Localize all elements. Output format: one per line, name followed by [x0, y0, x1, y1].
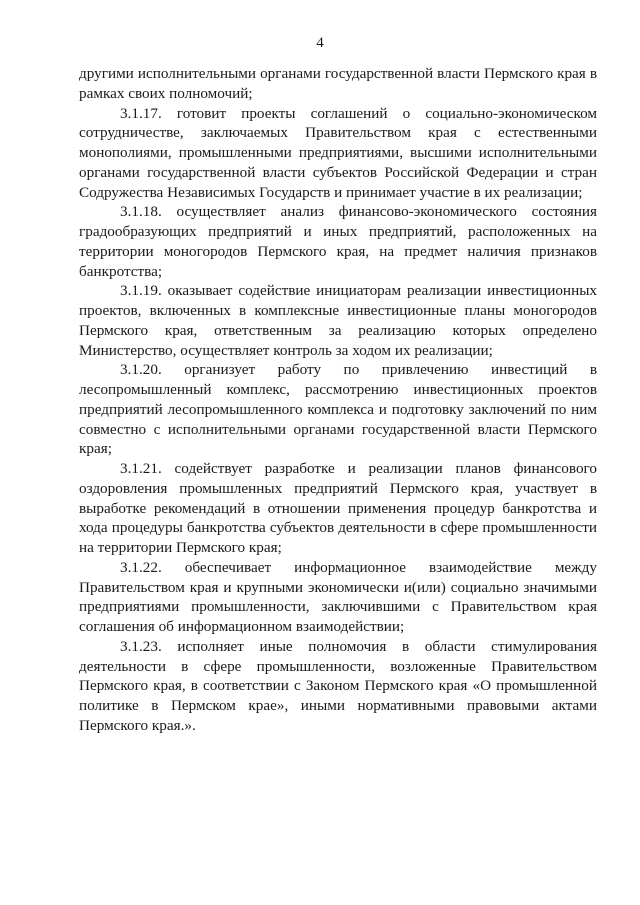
document-body [79, 64, 597, 736]
paragraph-3-1-18: 3.1.18. осуществляет анализ финансово-экономического состояния градообразующих предприятий и иных предприятий, расположенных на территории моногородов Пермского края, на предмет наличия признаков банкротства; [79, 203, 597, 280]
paragraph-3-1-22: 3.1.22. обеспечивает информационное взаимодействие между Правительством края и крупными экономически и(или) социально значимыми предприятиями промышленности, заключившими с Правительством края соглашения об информационном взаимодействии; [79, 558, 597, 635]
paragraph-3-1-20: 3.1.20. организует работу по привлечению инвестиций в лесопромышленный комплекс, рассмотрению инвестиционных проектов предприятий лесопромышленного комплекса и подготовку заключений по ним совместно с исполнительными органами государственной власти Пермского края; [79, 361, 597, 458]
paragraph-3-1-21: 3.1.21. содействует разработке и реализации планов финансового оздоровления промышленных предприятий Пермского края, участвует в выработке рекомендаций в отношении применения процедур банкротства и хода процедуры банкротства субъектов деятельности в сфере промышленности на территории Пермского края; [79, 460, 597, 556]
paragraph-continuation: другими исполнительными органами государственной власти Пермского края в рамках своих полномочий; [79, 65, 597, 102]
paragraph-3-1-23: 3.1.23. исполняет иные полномочия в области стимулирования деятельности в сфере промышленности, возложенные Правительством Пермского края, в соответствии с Законом Пермского края «О промышленной политике в Пермском крае», иными нормативными правовыми актами Пермского края.». [79, 637, 597, 734]
page-number: 4 [316, 35, 324, 51]
paragraph-3-1-19: 3.1.19. оказывает содействие инициаторам реализации инвестиционных проектов, включенных в комплексные инвестиционные планы моногородов Пермского края, ответственным за реализацию которых определено Министерство, осуществляет контроль за ходом их реализации; [79, 282, 597, 359]
paragraph-3-1-17: 3.1.17. готовит проекты соглашений о социально-экономическом сотрудничестве, заключаемых Правительством края с естественными монополиями, промышленными предприятиями, высшими исполнительными органами государственной власти субъектов Российской Федерации и стран Содружества Независимых Государств и принимает участие в их реализации; [79, 104, 597, 201]
